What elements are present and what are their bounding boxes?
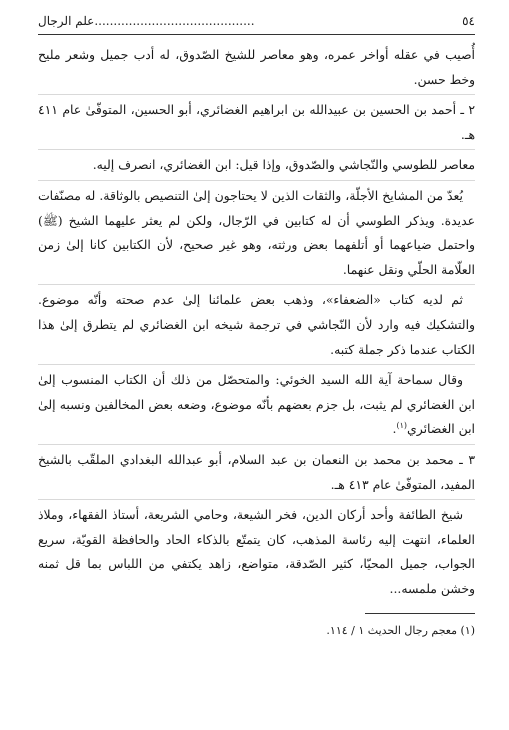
khoei-quote-end: . (392, 421, 397, 437)
book-page (38, 10, 475, 730)
footnote-reference[interactable]: (١) (396, 421, 408, 431)
paragraph-khoei-quote (38, 368, 475, 445)
page-number: ٥٤ (462, 14, 475, 28)
page-header (38, 10, 475, 35)
paragraph-weak-book: ثم لديه كتاب «الضعفاء»، وذهب بعض علمائنا إلىٰ عدم صحته وأنّه موضوع. والتشكيك فيه وارد لأن النّجاشي في ترجمة شيخه ابن الغضائري لم يتطرق إلىٰ هذا الكتاب عندما ذكر جملة كتبه. (38, 288, 475, 365)
entry-heading-mufid: ٣ ـ محمد بن محمد بن النعمان بن عبد السلام، أبو عبدالله البغدادي الملقّب بالشيخ المفيد، المتوفّىٰ عام ٤١٣ هـ. (38, 448, 475, 500)
page-body (38, 43, 475, 602)
entry-heading-ghadairi: ٢ ـ أحمد بن الحسين بن عبيدالله بن ابراهيم الغضائري، أبو الحسين، المتوفّىٰ عام ٤١١ هـ. (38, 98, 475, 150)
running-title: ..........................................علم الرجال (38, 14, 255, 28)
footnote-divider (365, 613, 475, 614)
paragraph-mufid-description: شيخ الطائفة وأحد أركان الدين، فخر الشيعة، وحامي الشريعة، أستاذ الفقهاء، وملاذ العلماء، انتهت إليه رئاسة المذهب، كان يتمتّع بالذكاء الحاد والحافظة القويّة، سريع الجواب، جميل المحيّا، كثير الصّدقة، متواضع، زاهد يكتفي من اللباس بما قل ثمنه وخشن ملمسه... (38, 507, 475, 596)
paragraph-trustworthy: يُعدّ من المشايخ الأجلّة، والثقات الذين لا يحتاجون إلىٰ التنصيص بالوثاقة. له مصنّفات عديدة. ويذكر الطوسي أن له كتابين في الرّجال، ولكن لم يعثر عليهما الشيخ (ﷺ) واحتمل ضياعهما أو أتلفهما بعض ورثته، وهو غير صحيح، لأن الكتابين كانا إلىٰ زمن العلّامة الحلّي ونقل عنهما. (38, 184, 475, 285)
paragraph-contemporary: معاصر للطوسي والنّجاشي والصّدوق، وإذا قيل: ابن الغضائري، انصرف إليه. (38, 153, 475, 181)
paragraph-continuation: أُصيب في عقله أواخر عمره، وهو معاصر للشيخ الصّدوق، له أدب جميل وشعر مليح وخط حسن. (38, 43, 475, 95)
khoei-quote-text: وقال سماحة آية الله السيد الخوئي: والمتحصّل من ذلك أن الكتاب المنسوب إلىٰ ابن الغضائري لم يثبت، بل جزم بعضهم بأنّه موضوع، وضعه بعض المخالفين ونسبه إلىٰ ابن الغضائري (38, 372, 475, 437)
footnote: (١) معجم رجال الحديث ١ / ١١٤. (326, 624, 475, 638)
